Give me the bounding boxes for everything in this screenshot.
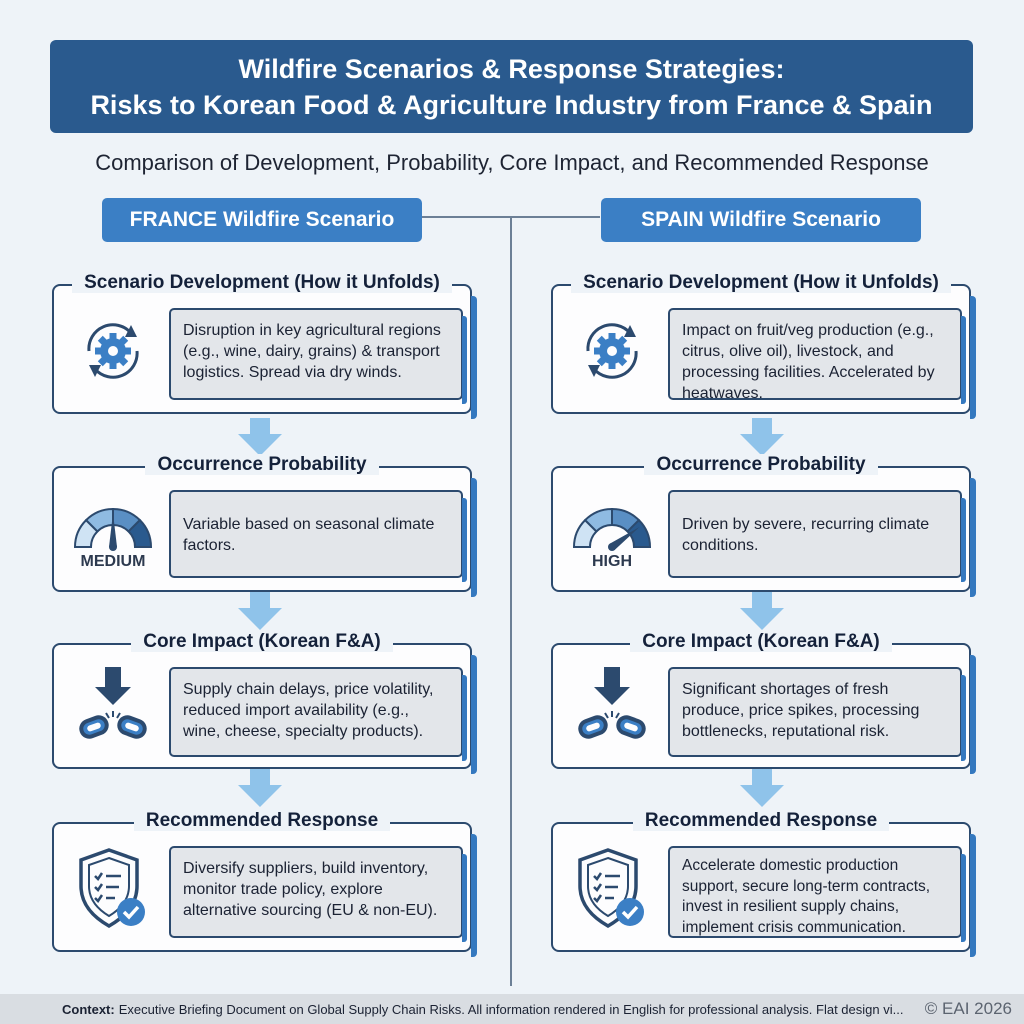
divider-cap (420, 216, 600, 218)
france-response-text: Diversify suppliers, build inventory, monitor trade policy, explore alternative sourcing (EU & non-EU). (169, 846, 463, 938)
spain-probability-text: Driven by severe, recurring climate conditions. (668, 490, 962, 578)
shield-checklist-icon (68, 844, 158, 934)
spain-impact-card (551, 631, 971, 769)
spain-impact-label: Core Impact (Korean F&A) (630, 631, 892, 652)
france-probability-card (52, 454, 472, 592)
title-line-1: Wildfire Scenarios & Response Strategies: (238, 53, 785, 84)
france-header: FRANCE Wildfire Scenario (102, 198, 422, 242)
spain-impact-text: Significant shortages of fresh produce, price spikes, processing bottlenecks, reputational risk. (668, 667, 962, 757)
watermark: © EAI 2026 (924, 999, 1012, 1018)
spain-development-label: Scenario Development (How it Unfolds) (571, 272, 951, 293)
spain-probability-label: Occurrence Probability (644, 454, 877, 475)
title-banner (50, 40, 973, 133)
gauge-hub (109, 543, 117, 551)
spain-development-text: Impact on fruit/veg production (e.g., citrus, olive oil), livestock, and processing facilities. Accelerated by heatwaves. (668, 308, 962, 400)
france-probability-text: Variable based on seasonal climate factors. (169, 490, 463, 578)
subtitle: Comparison of Development, Probability, Core Impact, and Recommended Response (95, 150, 929, 175)
spain-response-card (551, 810, 971, 952)
gauge-icon (68, 492, 158, 582)
arrow-down-icon (738, 769, 786, 809)
footer (0, 994, 1024, 1024)
arrow-down-icon (236, 769, 284, 809)
gear-cycle-icon (567, 306, 657, 396)
center-divider (510, 216, 512, 986)
gear-cycle-icon (68, 306, 158, 396)
gauge-icon (567, 492, 657, 582)
france-probability-label: Occurrence Probability (145, 454, 378, 475)
france-development-label: Scenario Development (How it Unfolds) (72, 272, 452, 293)
shield-checklist-icon (567, 844, 657, 934)
france-impact-card (52, 631, 472, 769)
france-response-label: Recommended Response (134, 810, 390, 831)
arrow-down-icon (738, 592, 786, 632)
spain-header: SPAIN Wildfire Scenario (601, 198, 921, 242)
france-probability-level: MEDIUM (80, 553, 146, 570)
france-development-card (52, 272, 472, 414)
title-line-2: Risks to Korean Food & Agriculture Industry from France & Spain (90, 89, 933, 120)
spain-gauge (567, 503, 657, 551)
broken-chain-icon (68, 663, 158, 753)
gauge-hub (608, 543, 616, 551)
arrow-down-icon (236, 418, 284, 458)
france-impact-text: Supply chain delays, price volatility, reduced import availability (e.g., wine, cheese, specialty products). (169, 667, 463, 757)
spain-probability-level: HIGH (592, 553, 632, 570)
footer-context-label: Context: (62, 1001, 115, 1017)
spain-response-text: Accelerate domestic production support, secure long-term contracts, invest in resilient supply chains, implement crisis communication. (668, 846, 962, 938)
france-response-card (52, 810, 472, 952)
france-development-text: Disruption in key agricultural regions (e.g., wine, dairy, grains) & transport logistics. Spread via dry winds. (169, 308, 463, 400)
france-impact-label: Core Impact (Korean F&A) (131, 631, 393, 652)
spain-response-label: Recommended Response (633, 810, 889, 831)
footer-context-text: Executive Briefing Document on Global Supply Chain Risks. All information rendered in English for professional analysis. Flat design vi... (118, 1001, 904, 1017)
broken-chain-icon (567, 663, 657, 753)
france-gauge (68, 503, 158, 551)
spain-probability-card (551, 454, 971, 592)
arrow-down-icon (236, 592, 284, 632)
spain-development-card (551, 272, 971, 414)
arrow-down-icon (738, 418, 786, 458)
